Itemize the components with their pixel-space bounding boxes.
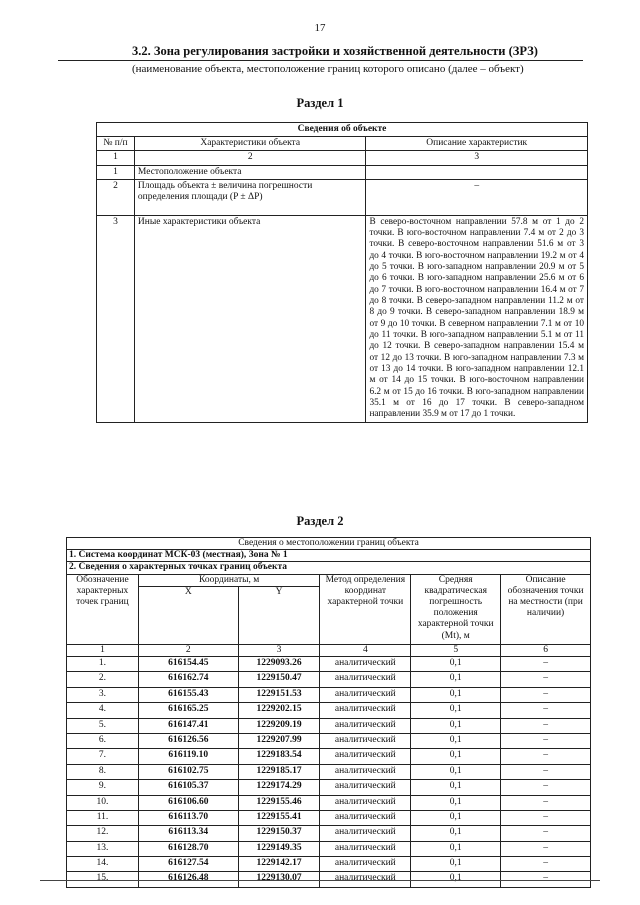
- table-row: [97, 165, 588, 179]
- point-number: 15.: [67, 872, 139, 887]
- point-accuracy: 0,1: [411, 841, 501, 856]
- point-number: 11.: [67, 810, 139, 825]
- point-x: 616105.37: [138, 780, 238, 795]
- document-subtitle: (наименование объекта, местоположение границ которого описано (далее – объект): [132, 63, 524, 75]
- document-title: 3.2. Зона регулирования застройки и хозяйственной деятельности (ЗРЗ): [132, 44, 538, 58]
- col-number: 2: [138, 644, 238, 656]
- point-description: –: [501, 810, 591, 825]
- header-accuracy: Средняя квадратическая погрешность положения характерной точки (Mt), м: [411, 574, 501, 644]
- table-row: [67, 749, 591, 764]
- point-number: 5.: [67, 718, 139, 733]
- point-method: аналитический: [320, 764, 411, 779]
- point-number: 3.: [67, 687, 139, 702]
- col-number: 5: [411, 644, 501, 656]
- point-description: –: [501, 841, 591, 856]
- point-method: аналитический: [320, 841, 411, 856]
- table-row: [67, 687, 591, 702]
- table-row: [97, 215, 588, 422]
- point-description: –: [501, 872, 591, 887]
- point-y: 1229149.35: [238, 841, 320, 856]
- point-method: аналитический: [320, 872, 411, 887]
- point-description: –: [501, 764, 591, 779]
- point-number: 1.: [67, 657, 139, 672]
- point-description: –: [501, 718, 591, 733]
- point-description: –: [501, 826, 591, 841]
- point-y: 1229151.53: [238, 687, 320, 702]
- point-accuracy: 0,1: [411, 795, 501, 810]
- header-description: Описание характеристик: [366, 137, 588, 151]
- point-method: аналитический: [320, 718, 411, 733]
- row-number: 2: [97, 179, 135, 215]
- col-number: 3: [366, 151, 588, 165]
- table-row: [67, 780, 591, 795]
- point-number: 4.: [67, 703, 139, 718]
- point-x: 616128.70: [138, 841, 238, 856]
- row-description: –: [366, 179, 588, 215]
- point-accuracy: 0,1: [411, 733, 501, 748]
- point-x: 616102.75: [138, 764, 238, 779]
- point-number: 9.: [67, 780, 139, 795]
- col-number: 4: [320, 644, 411, 656]
- col-number: 2: [134, 151, 366, 165]
- row-number: 3: [97, 215, 135, 422]
- col-number: 1: [67, 644, 139, 656]
- table-row: [67, 672, 591, 687]
- point-number: 10.: [67, 795, 139, 810]
- point-x: 616113.70: [138, 810, 238, 825]
- table-row: [67, 841, 591, 856]
- point-x: 616155.43: [138, 687, 238, 702]
- point-description: –: [501, 657, 591, 672]
- point-number: 12.: [67, 826, 139, 841]
- table-row: [97, 179, 588, 215]
- point-y: 1229207.99: [238, 733, 320, 748]
- point-x: 616126.48: [138, 872, 238, 887]
- point-number: 2.: [67, 672, 139, 687]
- point-number: 7.: [67, 749, 139, 764]
- point-method: аналитический: [320, 657, 411, 672]
- point-method: аналитический: [320, 810, 411, 825]
- point-y: 1229150.37: [238, 826, 320, 841]
- table-row: [67, 810, 591, 825]
- row-number: 1: [97, 165, 135, 179]
- point-y: 1229155.41: [238, 810, 320, 825]
- point-number: 14.: [67, 857, 139, 872]
- header-x: X: [138, 586, 238, 644]
- header-method: Метод определения координат характерной точки: [320, 574, 411, 644]
- point-y: 1229174.29: [238, 780, 320, 795]
- point-description: –: [501, 703, 591, 718]
- point-accuracy: 0,1: [411, 780, 501, 795]
- point-method: аналитический: [320, 826, 411, 841]
- point-x: 616162.74: [138, 672, 238, 687]
- point-method: аналитический: [320, 733, 411, 748]
- page-number: 17: [314, 22, 326, 34]
- point-x: 616126.56: [138, 733, 238, 748]
- table-row: [67, 857, 591, 872]
- table-row: [67, 733, 591, 748]
- table-row: [67, 764, 591, 779]
- point-accuracy: 0,1: [411, 657, 501, 672]
- point-x: 616127.54: [138, 857, 238, 872]
- point-method: аналитический: [320, 687, 411, 702]
- point-description: –: [501, 780, 591, 795]
- point-method: аналитический: [320, 780, 411, 795]
- section-1-heading: Раздел 1: [296, 96, 344, 110]
- header-point-description: Описание обозначения точки на местности (при наличии): [501, 574, 591, 644]
- point-x: 616113.34: [138, 826, 238, 841]
- point-accuracy: 0,1: [411, 703, 501, 718]
- point-method: аналитический: [320, 749, 411, 764]
- point-y: 1229093.26: [238, 657, 320, 672]
- header-characteristics: Характеристики объекта: [134, 137, 366, 151]
- point-x: 616119.10: [138, 749, 238, 764]
- point-description: –: [501, 672, 591, 687]
- point-x: 616106.60: [138, 795, 238, 810]
- point-y: 1229185.17: [238, 764, 320, 779]
- row-description: [366, 165, 588, 179]
- point-accuracy: 0,1: [411, 718, 501, 733]
- point-method: аналитический: [320, 795, 411, 810]
- col-number: 1: [97, 151, 135, 165]
- point-x: 616165.25: [138, 703, 238, 718]
- table-row: [67, 703, 591, 718]
- header-number: № п/п: [97, 137, 135, 151]
- point-accuracy: 0,1: [411, 764, 501, 779]
- point-y: 1229183.54: [238, 749, 320, 764]
- point-accuracy: 0,1: [411, 857, 501, 872]
- title-underline: [58, 60, 583, 61]
- point-description: –: [501, 733, 591, 748]
- point-number: 13.: [67, 841, 139, 856]
- point-description: –: [501, 687, 591, 702]
- point-accuracy: 0,1: [411, 749, 501, 764]
- row-characteristic: Площадь объекта ± величина погрешности определения площади (P ± ΔP): [134, 179, 366, 215]
- coordinate-system: 1. Система координат МСК-03 (местная), Зона № 1: [67, 550, 591, 562]
- header-coords: Координаты, м: [138, 574, 320, 586]
- point-y: 1229142.17: [238, 857, 320, 872]
- point-x: 616147.41: [138, 718, 238, 733]
- point-method: аналитический: [320, 857, 411, 872]
- page-bottom-rule: [40, 880, 600, 881]
- table-row: [67, 657, 591, 672]
- col-number: 6: [501, 644, 591, 656]
- object-info-table: [96, 122, 588, 423]
- point-method: аналитический: [320, 703, 411, 718]
- point-accuracy: 0,1: [411, 826, 501, 841]
- point-y: 1229150.47: [238, 672, 320, 687]
- boundary-points-table: [66, 537, 591, 888]
- point-method: аналитический: [320, 672, 411, 687]
- point-x: 616154.45: [138, 657, 238, 672]
- section-2-heading: Раздел 2: [296, 514, 344, 528]
- header-y: Y: [238, 586, 320, 644]
- table-row: [67, 826, 591, 841]
- point-y: 1229209.19: [238, 718, 320, 733]
- object-info-table-title: Сведения об объекте: [97, 123, 588, 137]
- point-y: 1229155.46: [238, 795, 320, 810]
- table-row: [67, 795, 591, 810]
- point-accuracy: 0,1: [411, 810, 501, 825]
- point-description: –: [501, 857, 591, 872]
- col-number: 3: [238, 644, 320, 656]
- points-title: 2. Сведения о характерных точках границ объекта: [67, 562, 591, 574]
- row-description: В северо-восточном направлении 57.8 м от 1 до 2 точки. В юго-восточном направлении 7.4 м от 2 до 3 точки. В северо-восточном направлении 51.6 м от 3 до 4 точки. В юго-восточном направлении 19.2 м от 4 до 5 точки. В юго-западном направлении 20.9 м от 5 до 6 точки. В юго-западном направлении 25.6 м от 6 до 7 точки. В юго-восточном направлении 16.4 м от 7 до 8 точки. В северо-западном направлении 11.2 м от 8 до 9 точки. В северо-западном направлении 18.9 м от 9 до 10 точки. В северном направлении 7.1 м от 10 до 11 точки. В юго-западном направлении 5.1 м от 11 до 12 точки. В северо-западном направлении 15.4 м от 12 до 13 точки. В юго-западном направлении 7.3 м от 13 до 14 точки. В юго-западном направлении 12.1 м от 14 до 15 точки. В юго-восточном направлении 6.2 м от 15 до 16 точки. В юго-западном направлении 35.1 м от 16 до 17 точки. В северо-западном направлении 35.9 м от 17 до 1 точки.: [366, 215, 588, 422]
- row-characteristic: Иные характеристики объекта: [134, 215, 366, 422]
- point-accuracy: 0,1: [411, 672, 501, 687]
- point-y: 1229202.15: [238, 703, 320, 718]
- point-description: –: [501, 795, 591, 810]
- row-characteristic: Местоположение объекта: [134, 165, 366, 179]
- point-description: –: [501, 749, 591, 764]
- header-point: Обозначение характерных точек границ: [67, 574, 139, 644]
- point-number: 6.: [67, 733, 139, 748]
- location-table-title: Сведения о местоположении границ объекта: [67, 538, 591, 550]
- point-y: 1229130.07: [238, 872, 320, 887]
- point-accuracy: 0,1: [411, 687, 501, 702]
- point-accuracy: 0,1: [411, 872, 501, 887]
- table-row: [67, 718, 591, 733]
- point-number: 8.: [67, 764, 139, 779]
